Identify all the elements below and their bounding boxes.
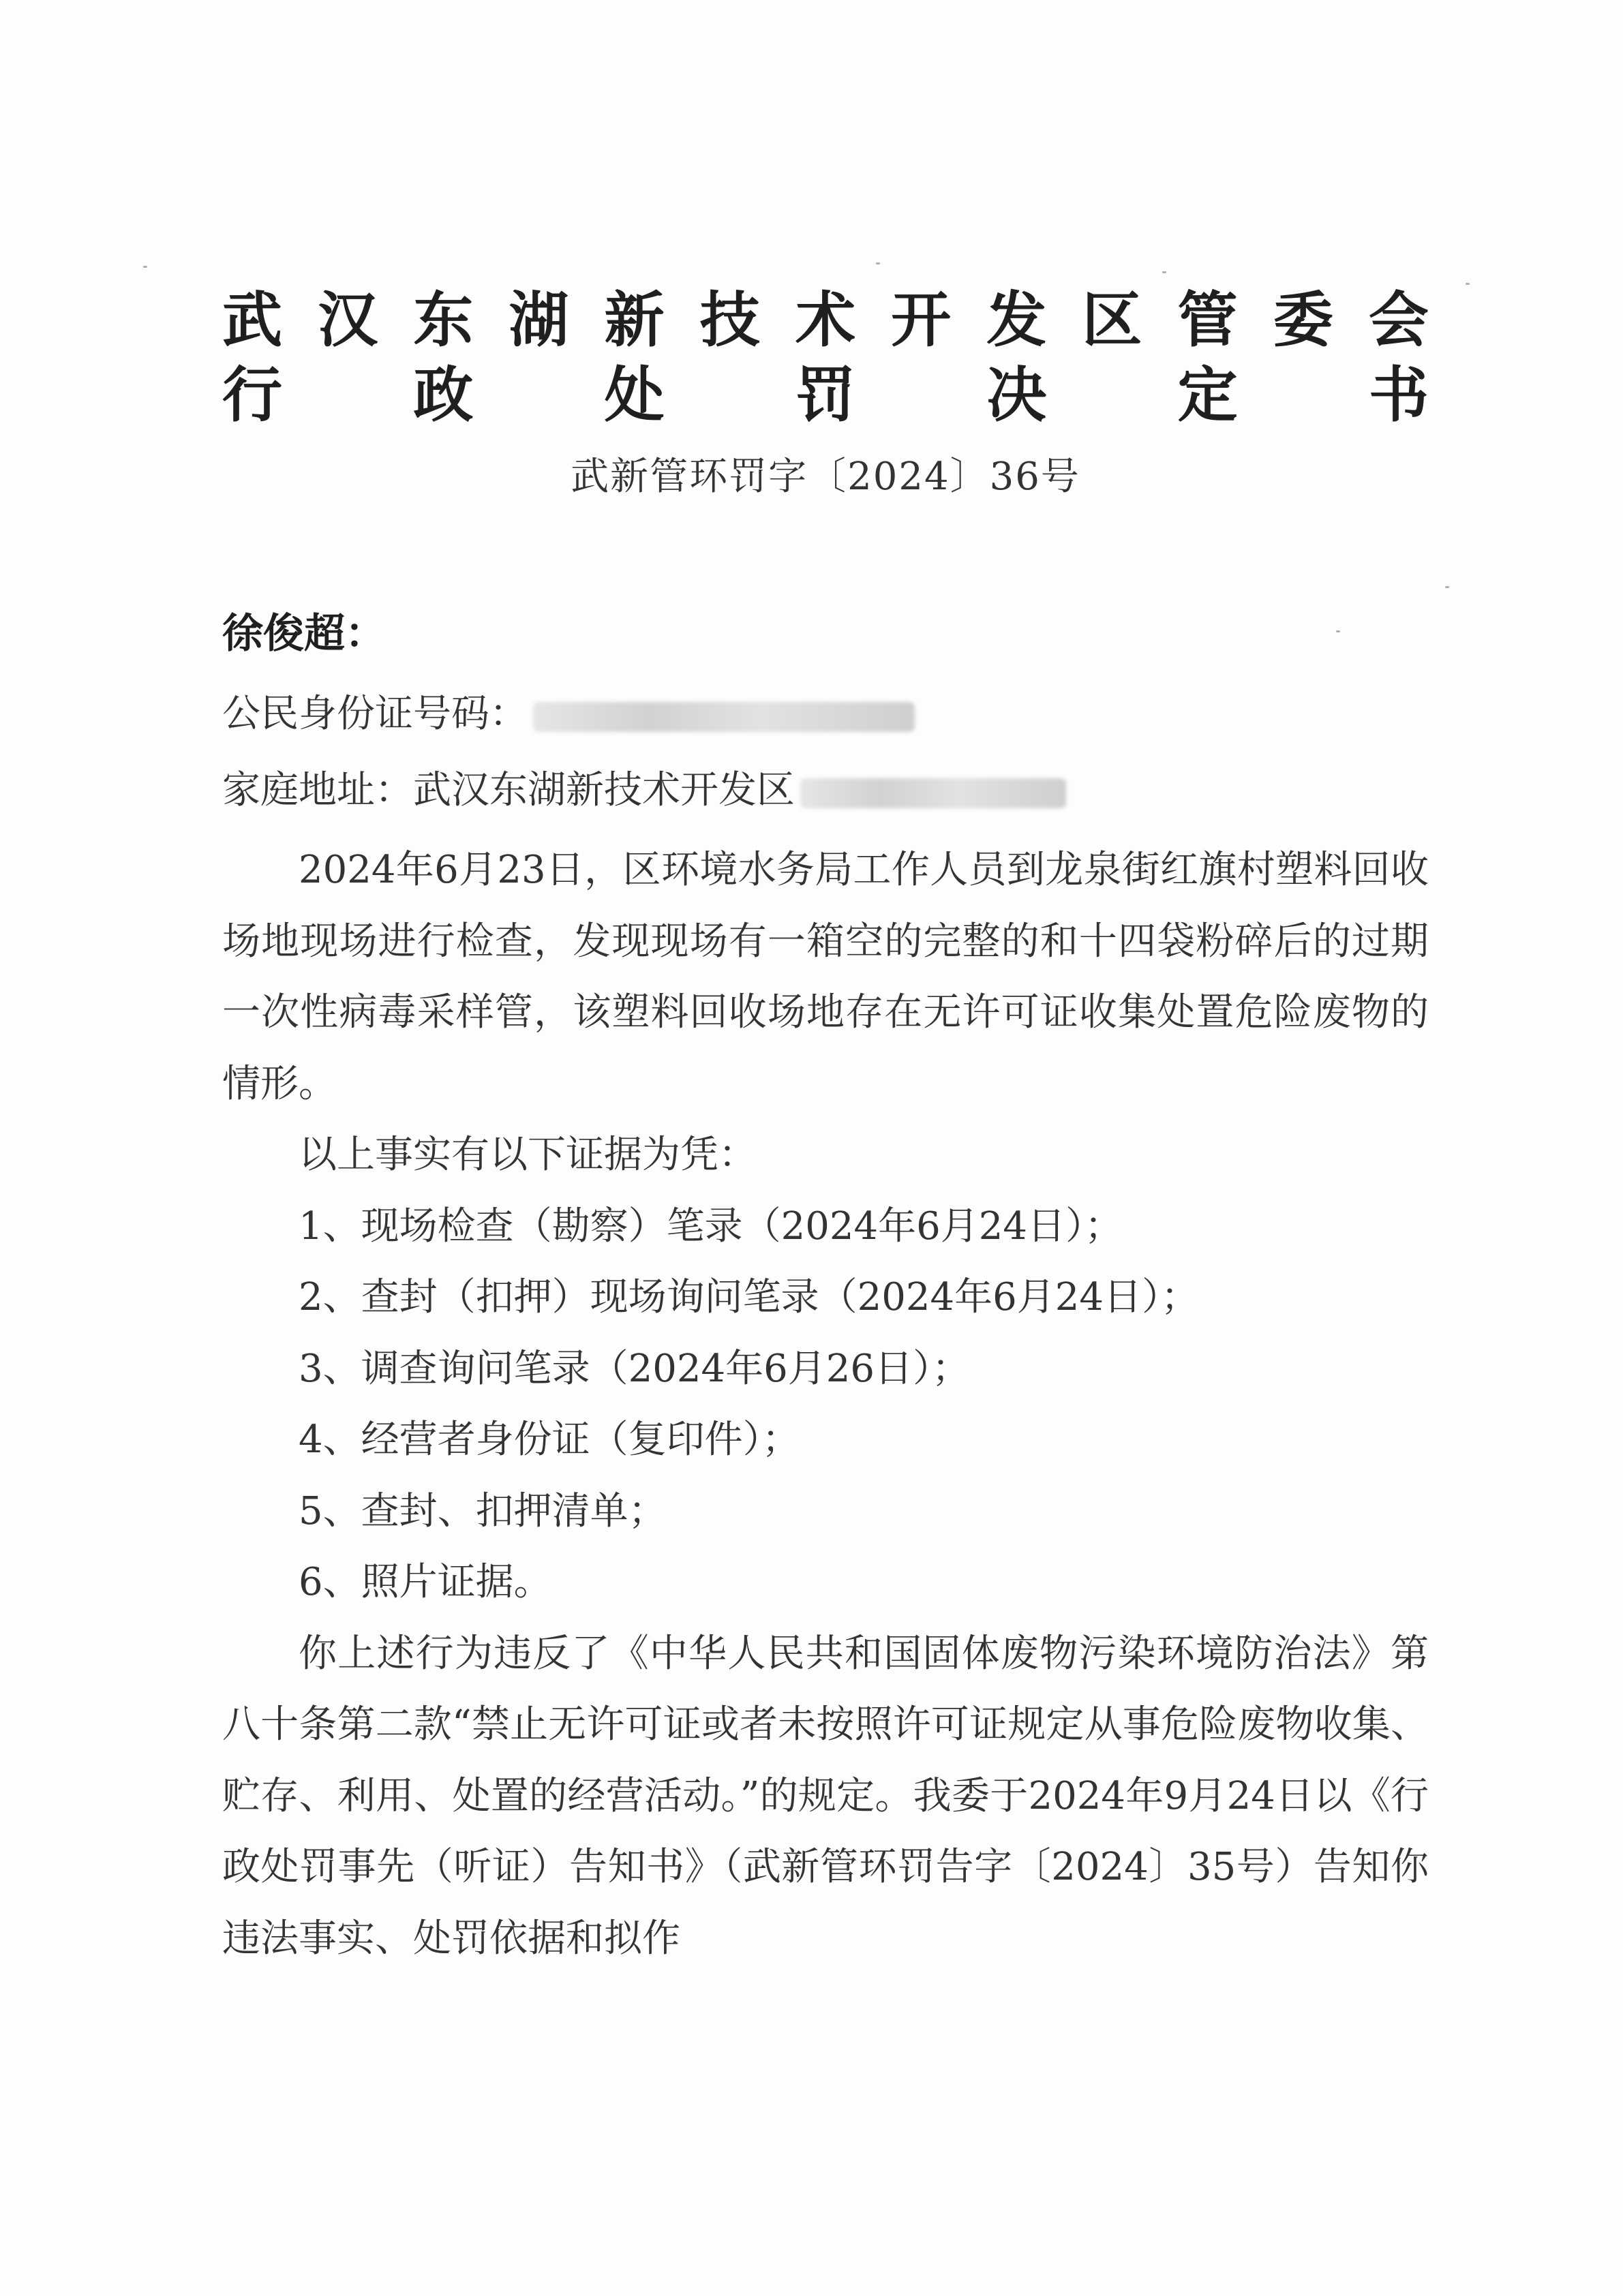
title-char: 行: [222, 360, 283, 430]
title-char: 术: [795, 285, 855, 355]
title-char: 书: [1368, 360, 1429, 430]
title-char: 罚: [795, 360, 855, 430]
title-char: 会: [1368, 285, 1429, 355]
id-number-label: 公民身份证号码：: [222, 692, 528, 736]
scan-speck: [1336, 630, 1340, 632]
title-char: 定: [1177, 360, 1238, 430]
address-line: [222, 760, 1066, 821]
evidence-item: 4、经营者身份证（复印件）；: [299, 1418, 800, 1462]
conclusion-paragraph: 你上述行为违反了《中华人民共和国固体废物污染环境防治法》第八十条第二款“禁止无许可证或者未按照许可证规定从事危险废物收集、贮存、利用、处置的经营活动。”的规定。我委于2024年9月24日以《行政处罚事先（听证）告知书》（武新管环罚告字〔2024〕35号）告知你违法事实、处罚依据和拟作: [222, 1631, 1429, 1961]
scan-speck: [1162, 271, 1166, 273]
document-number: 武新管环罚字〔2024〕36号: [571, 455, 1080, 499]
scan-speck: [1466, 283, 1470, 285]
title-char: 汉: [318, 285, 378, 355]
title-char: 发: [986, 285, 1047, 355]
redacted-address: [800, 778, 1066, 808]
evidence-intro: 以上事实有以下证据为凭：: [299, 1133, 757, 1177]
title-char: 区: [1082, 285, 1142, 355]
document-body: [222, 835, 1429, 1974]
title-char: 开: [891, 285, 952, 355]
scan-speck: [876, 262, 880, 264]
title-char: 处: [604, 360, 665, 430]
title-char: 政: [413, 360, 474, 430]
evidence-item: 6、照片证据。: [299, 1560, 552, 1604]
redacted-id-number: [533, 702, 915, 732]
scan-speck: [1445, 586, 1449, 588]
title-char: 委: [1273, 285, 1333, 355]
evidence-item: 1、现场检查（勘察）笔录（2024年6月24日）；: [299, 1204, 1123, 1249]
title-char: 技: [699, 285, 760, 355]
evidence-item: 2、查封（扣押）现场询问笔录（2024年6月24日）；: [299, 1275, 1200, 1319]
evidence-item: 5、查封、扣押清单；: [299, 1488, 667, 1533]
address-label: 家庭地址：武汉东湖新技术开发区: [222, 768, 795, 812]
title-char: 东: [413, 285, 474, 355]
scan-speck: [143, 266, 147, 268]
recipient-name: 徐俊超：: [222, 610, 386, 658]
facts-paragraph: 2024年6月23日，区环境水务局工作人员到龙泉街红旗村塑料回收场地现场进行检查，发现现场有一箱空的完整的和十四袋粉碎后的过期一次性病毒采样管，该塑料回收场地存在无许可证收集处置危险废物的情形。: [222, 848, 1429, 1106]
title-char: 湖: [509, 285, 569, 355]
document-title-line2: [222, 358, 1429, 433]
title-char: 武: [222, 285, 283, 355]
evidence-item: 3、调查询问笔录（2024年6月26日）；: [299, 1346, 971, 1391]
title-char: 决: [986, 360, 1047, 430]
id-number-line: [222, 684, 915, 745]
document-title-line1: [222, 283, 1429, 358]
title-char: 新: [604, 285, 665, 355]
title-char: 管: [1177, 285, 1238, 355]
